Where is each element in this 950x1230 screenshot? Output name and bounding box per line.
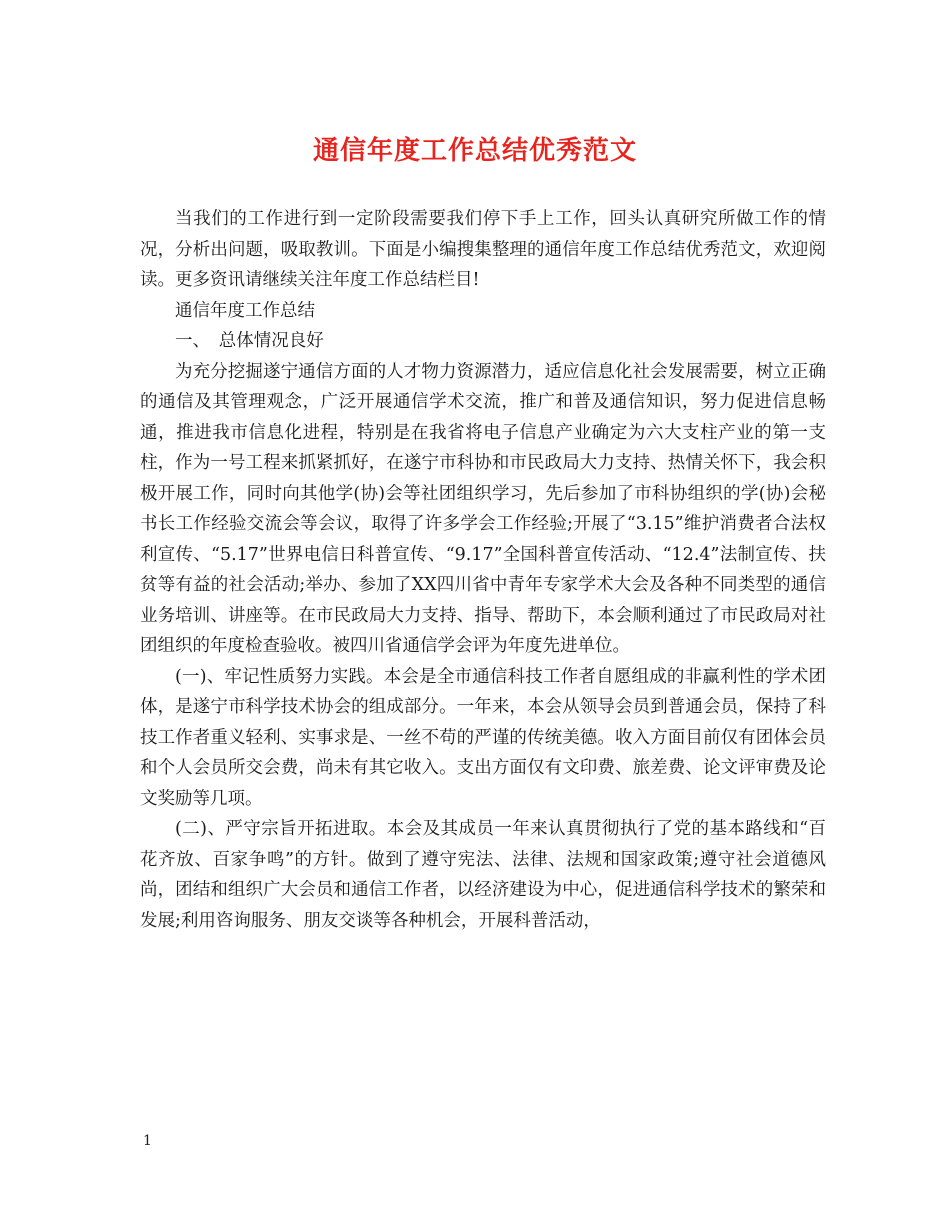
subsection-heading: 一、 总体情况良好 <box>175 331 324 351</box>
document-body <box>140 204 826 936</box>
intro-paragraph: 当我们的工作进行到一定阶段需要我们停下手上工作，回头认真研究所做工作的情况，分析出问题，吸取教训。下面是小编搜集整理的通信年度工作总结优秀范文，欢迎阅读。更多资讯请继续关注年度工作总结栏目! <box>140 209 826 290</box>
page-number: 1 <box>143 1133 152 1149</box>
body-paragraph: 为充分挖掘遂宁通信方面的人才物力资源潜力，适应信息化社会发展需要，树立正确的通信及其管理观念，广泛开展通信学术交流，推广和普及通信知识，努力促进信息畅通，推进我市信息化进程，特别是在我省将电子信息产业确定为六大支柱产业的第一支柱，作为一号工程来抓紧抓好，在遂宁市科协和市民政局大力支持、热情关怀下，我会积极开展工作，同时向其他学(协)会等社团组织学习，先后参加了市科协组织的学(协)会秘书长工作经验交流会等会议，取得了许多学会工作经验;开展了“3.15”维护消费者合法权利宣传、“5.17”世界电信日科普宣传、“9.17”全国科普宣传活动、“12.4”法制宣传、扶贫等有益的社会活动;举办、参加了XX四川省中青年专家学术大会及各种不同类型的通信业务培训、讲座等。在市民政局大力支持、指导、帮助下，本会顺利通过了市民政局对社团组织的年度检查验收。被四川省通信学会评为年度先进单位。 <box>140 361 826 656</box>
document-title: 通信年度工作总结优秀范文 <box>312 136 637 166</box>
body-paragraph: (一)、牢记性质努力实践。本会是全市通信科技工作者自愿组成的非赢利性的学术团体，是遂宁市科学技术协会的组成部分。一年来，本会从领导会员到普通会员，保持了科技工作者重义轻利、实事求是、一丝不苟的严谨的传统美德。收入方面目前仅有团体会员和个人会员所交会费，尚未有其它收入。支出方面仅有文印费、旅差费、论文评审费及论文奖励等几项。 <box>140 666 826 809</box>
section-heading: 通信年度工作总结 <box>175 300 315 321</box>
body-paragraph: (二)、严守宗旨开拓进取。本会及其成员一年来认真贯彻执行了党的基本路线和“百花齐放、百家争鸣”的方针。做到了遵守宪法、法律、法规和国家政策;遵守社会道德风尚，团结和组织广大会员和通信工作者，以经济建设为中心，促进通信科学技术的繁荣和发展;利用咨询服务、朋友交谈等各种机会，开展科普活动， <box>140 819 826 931</box>
